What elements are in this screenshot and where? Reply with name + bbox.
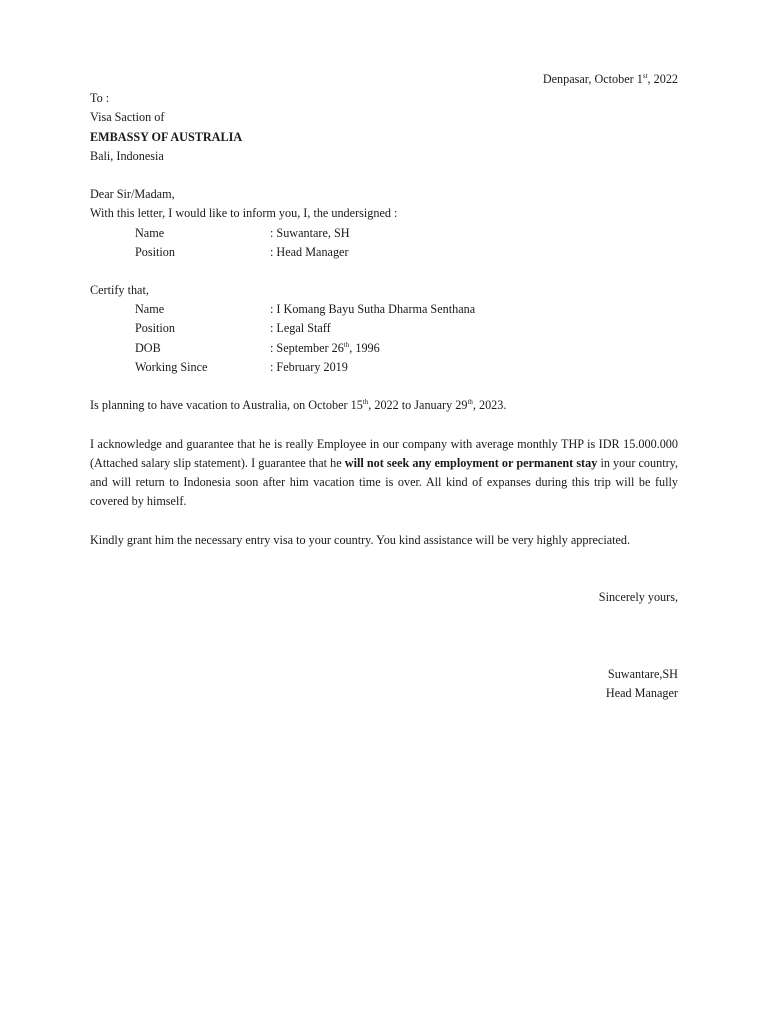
field-label: Position <box>135 244 175 259</box>
field-value: : Legal Staff <box>270 321 331 336</box>
guarantee-paragraph <box>90 435 678 512</box>
field-label: Name <box>135 225 165 240</box>
field-value <box>270 339 380 358</box>
greeting: Dear Sir/Madam, <box>90 187 175 202</box>
vacation-text: Is planning to have vacation to Australia, on October 15 <box>90 398 363 413</box>
date-year: , 2022 <box>647 72 678 86</box>
field-value: : Suwantare, SH <box>270 225 350 240</box>
recipient-location: Bali, Indonesia <box>90 148 164 163</box>
guarantee-text: in your country, and will return to Indonesia soon after him vacation time is over. All kind of expanses during this trip will be fully covered by himself. <box>90 455 678 509</box>
closing: Sincerely yours, <box>598 590 678 605</box>
signer-title: Head Manager <box>605 686 678 701</box>
certify-intro: Certify that, <box>90 283 149 298</box>
signer-name: Suwantare,SH <box>607 666 678 681</box>
dob-text: : September 26 <box>270 340 344 355</box>
recipient-embassy: EMBASSY OF AUSTRALIA <box>90 129 243 144</box>
employee-name-row <box>90 300 678 319</box>
spacer <box>90 511 678 530</box>
vacation-text: , 2023. <box>472 398 507 413</box>
field-label: Name <box>135 302 165 317</box>
field-label: Position <box>135 321 175 336</box>
spacer <box>90 262 678 281</box>
undersigned-name-row <box>90 224 678 243</box>
spacer <box>90 377 678 396</box>
spacer <box>90 166 678 185</box>
vacation-ordinal: th <box>467 398 473 407</box>
request-paragraph: Kindly grant him the necessary entry visa to your country. You kind assistance will be very highly appreciated. <box>90 532 631 547</box>
employee-dob-row <box>90 339 678 358</box>
spacer <box>90 646 678 665</box>
field-value: : Head Manager <box>270 244 349 259</box>
dob-year: , 1996 <box>349 340 380 355</box>
field-label: DOB <box>135 340 161 355</box>
field-label: Working Since <box>135 359 208 374</box>
spacer <box>90 550 678 569</box>
letter-page <box>90 70 678 703</box>
date-text: Denpasar, October 1 <box>542 72 643 86</box>
vacation-ordinal: th <box>362 398 369 407</box>
spacer <box>90 415 678 434</box>
recipient-section: Visa Saction of <box>90 110 165 125</box>
dob-ordinal: th <box>343 340 350 349</box>
guarantee-text: I acknowledge and guarantee that he is really Employee in our company with average monthly THP is IDR 15.000.000 (Attached salary slip statement). I guarantee that he <box>90 436 678 470</box>
employee-since-row <box>90 358 678 377</box>
spacer <box>90 569 678 588</box>
recipient-to: To : <box>90 91 110 106</box>
letter-date <box>90 70 678 89</box>
field-value: : February 2019 <box>270 359 348 374</box>
vacation-text: , 2022 to January 29 <box>368 398 468 413</box>
date-ordinal: st <box>642 71 648 80</box>
employee-position-row <box>90 319 678 338</box>
spacer <box>90 607 678 626</box>
guarantee-emphasis: will not seek any employment or permanent stay <box>344 455 598 470</box>
intro-text: With this letter, I would like to inform you, I, the undersigned : <box>90 206 398 221</box>
spacer <box>90 627 678 646</box>
undersigned-position-row <box>90 243 678 262</box>
field-value: : I Komang Bayu Sutha Dharma Senthana <box>270 302 476 317</box>
vacation-statement <box>90 396 678 415</box>
